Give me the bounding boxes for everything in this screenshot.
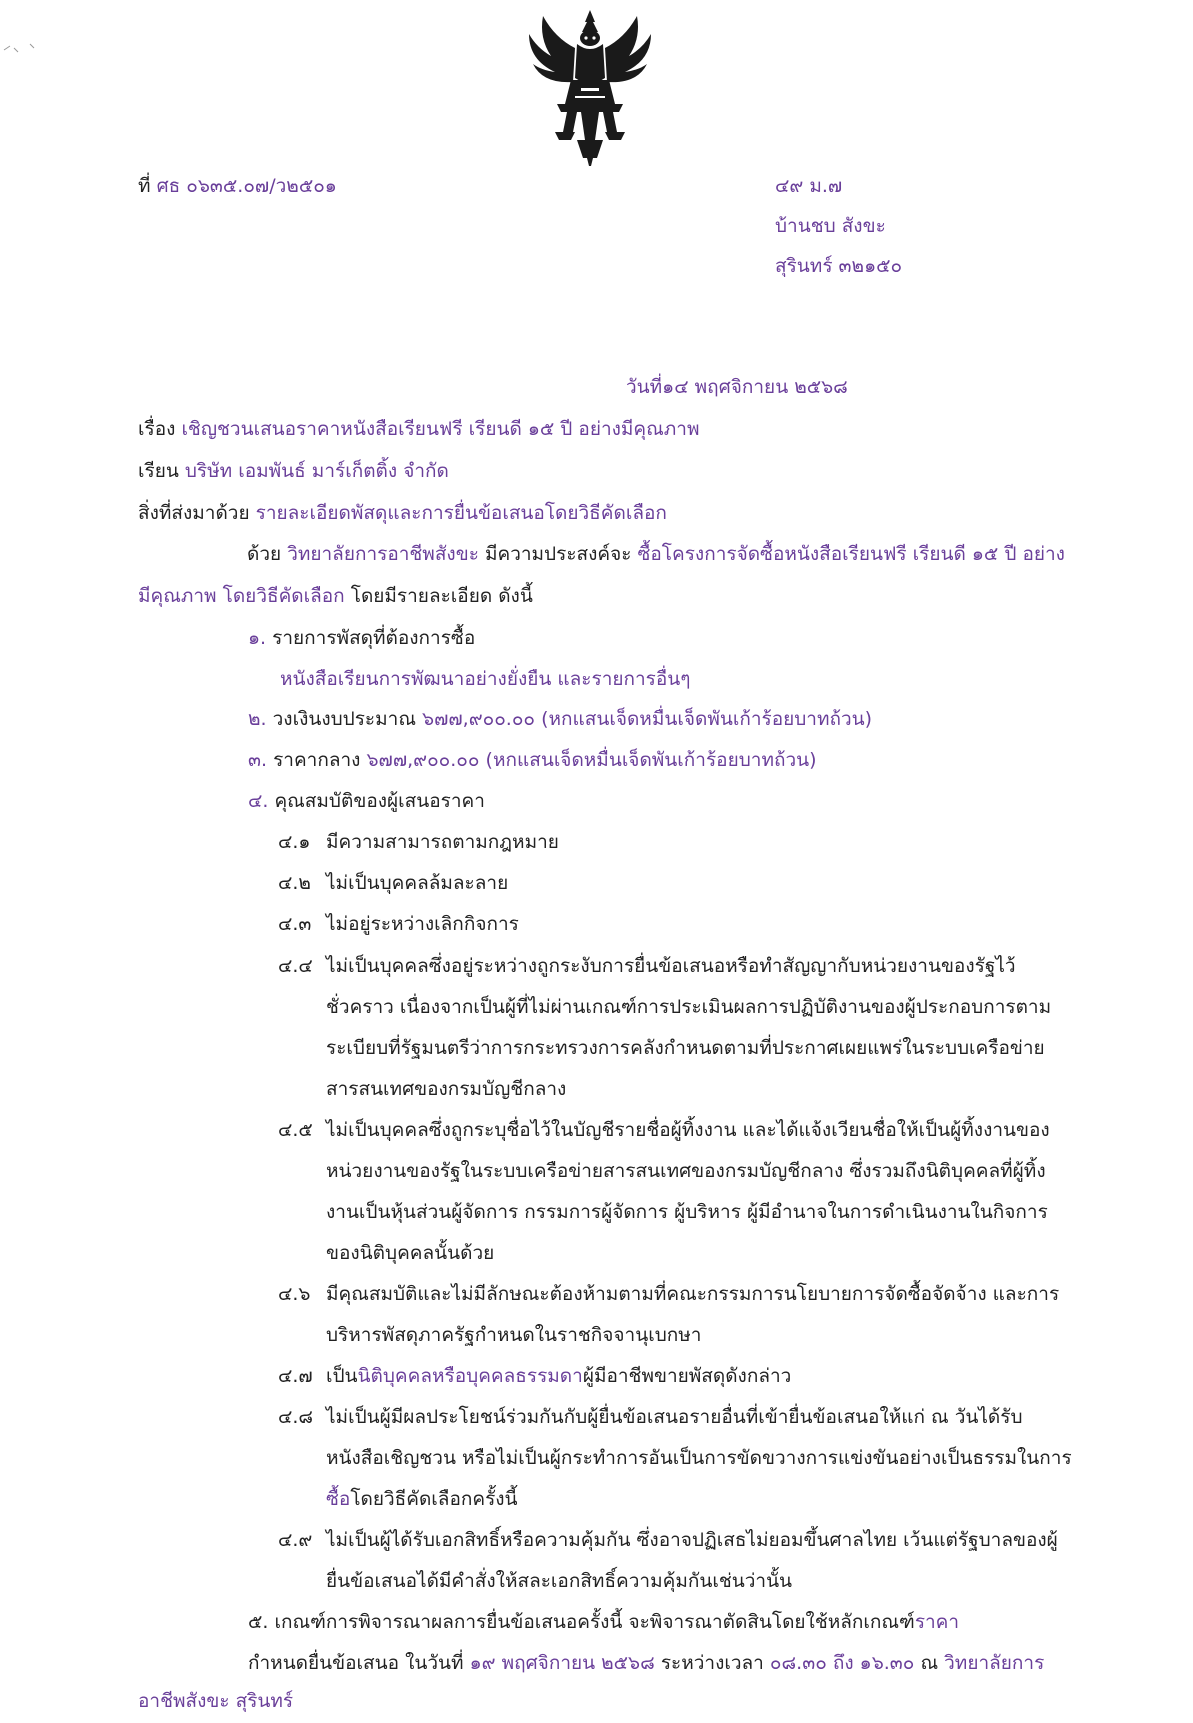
qualification-4-8-line-2: หนังสือเชิญชวน หรือไม่เป็นผู้กระทำการอันเป็นการขัดขวางการแข่งขันอย่างเป็นธรรมในการ [326, 1447, 1072, 1469]
qualification-4-8-line-3 [326, 1488, 518, 1511]
deadline-time: ๐๘.๓๐ ถึง ๑๖.๓๐ [769, 1652, 915, 1674]
qualification-4-6-line-2: บริหารพัสดุภาครัฐกำหนดในราชกิจจานุเบกษา [326, 1324, 702, 1346]
qualification-4-4-number: ๔.๔ [278, 955, 313, 977]
deadline-line-1 [248, 1652, 1044, 1675]
qualification-4-5-line-3: งานเป็นหุ้นส่วนผู้จัดการ กรรมการผู้จัดการ ผู้บริหาร ผู้มีอำนาจในการดำเนินงานในกิจการ [326, 1201, 1048, 1223]
qualification-4-8-buy: ซื้อ [326, 1488, 351, 1510]
qualification-4-9-number: ๔.๙ [278, 1529, 313, 1551]
item-3 [248, 749, 817, 772]
deadline-time-label: ระหว่างเวลา [660, 1652, 764, 1674]
item-3-value: ๖๗๗,๙๐๐.๐๐ (หกแสนเจ็ดหมื่นเจ็ดพันเก้าร้อยบาทถ้วน) [366, 749, 817, 771]
item-1 [248, 627, 475, 650]
intro-line-2 [138, 585, 533, 608]
scan-mark [0, 40, 60, 60]
document-number [138, 175, 337, 198]
qualification-4-4-line-4: สารสนเทศของกรมบัญชีกลาง [326, 1078, 567, 1100]
item-2 [248, 708, 872, 731]
item-2-label: วงเงินงบประมาณ [272, 708, 416, 730]
item-2-number: ๒. [248, 708, 267, 730]
deadline-date: ๑๙ พฤศจิกายน ๒๕๖๘ [469, 1652, 655, 1674]
intro-project-end: มีคุณภาพ [138, 585, 217, 607]
document-number-prefix: ที่ [138, 175, 151, 197]
intro-project: ซื้อโครงการจัดซื้อหนังสือเรียนฟรี เรียนดี ๑๕ ปี อย่าง [637, 543, 1065, 565]
qualification-4-4-line-1: ไม่เป็นบุคคลซึ่งอยู่ระหว่างถูกระงับการยื่นข้อเสนอหรือทำสัญญากับหน่วยงานของรัฐไว้ [326, 955, 1016, 977]
address-line-2: บ้านชบ สังขะ [775, 215, 886, 237]
qualification-4-8-method: โดยวิธีคัดเลือกครั้งนี้ [350, 1488, 518, 1510]
qualification-4-3-number: ๔.๓ [278, 913, 312, 935]
document-number-value: ศธ ๐๖๓๕.๐๗/ว๒๕๐๑ [156, 175, 337, 197]
enclosure-line [138, 502, 667, 525]
qualification-4-5-line-4: ของนิติบุคคลนั้นด้วย [326, 1242, 495, 1264]
item-4-label: คุณสมบัติของผู้เสนอราคา [274, 790, 485, 812]
qualification-4-9-line-2: ยื่นข้อเสนอได้มีคำสั่งให้สละเอกสิทธิ์ความคุ้มกันเช่นว่านั้น [326, 1570, 793, 1592]
intro-prefix: ด้วย [247, 543, 282, 565]
item-2-value: ๖๗๗,๙๐๐.๐๐ (หกแสนเจ็ดหมื่นเจ็ดพันเก้าร้อยบาทถ้วน) [422, 708, 873, 730]
qualification-4-3: ไม่อยู่ระหว่างเลิกกิจการ [326, 913, 519, 935]
qualification-4-8-number: ๔.๘ [278, 1406, 314, 1428]
subject-value: เชิญชวนเสนอราคาหนังสือเรียนฟรี เรียนดี ๑๕ ปี อย่างมีคุณภาพ [181, 418, 700, 440]
intro-line-1 [247, 543, 1065, 566]
recipient-line [138, 460, 449, 483]
qualification-4-2: ไม่เป็นบุคคลล้มละลาย [326, 872, 509, 894]
item-1-label: รายการพัสดุที่ต้องการซื้อ [272, 627, 476, 649]
item-4-number: ๔. [248, 790, 269, 812]
item-1-number: ๑. [248, 627, 267, 649]
item-3-label: ราคากลาง [273, 749, 361, 771]
deadline-place-2: อาชีพสังขะ สุรินทร์ [138, 1690, 294, 1712]
qualification-4-6-number: ๔.๖ [278, 1283, 311, 1305]
qualification-4-7-number: ๔.๗ [278, 1365, 313, 1387]
item-3-number: ๓. [248, 749, 268, 771]
intro-details-lead: โดยมีรายละเอียด ดังนี้ [350, 585, 533, 607]
criteria-line [248, 1611, 959, 1634]
qualification-4-6-line-1: มีคุณสมบัติและไม่มีลักษณะต้องห้ามตามที่คณะกรรมการนโยบายการจัดซื้อจัดจ้าง และการ [326, 1283, 1060, 1305]
qualification-4-5-line-1: ไม่เป็นบุคคลซึ่งถูกระบุชื่อไว้ในบัญชีรายชื่อผู้ทิ้งงาน และได้แจ้งเวียนชื่อให้เป็นผู้ทิ้งงานของ [326, 1119, 1050, 1141]
criteria-text: เกณฑ์การพิจารณาผลการยื่นข้อเสนอครั้งนี้ จะพิจารณาตัดสินโดยใช้หลักเกณฑ์ [274, 1611, 915, 1633]
deadline-label: กำหนดยื่นข้อเสนอ ในวันที่ [248, 1652, 464, 1674]
subject-line [138, 418, 699, 441]
item-1-detail: หนังสือเรียนการพัฒนาอย่างยั่งยืน และรายการอื่นๆ [280, 668, 691, 690]
recipient-label: เรียน [138, 460, 179, 482]
qualification-4-7-c: ผู้มีอาชีพขายพัสดุดังกล่าว [582, 1365, 792, 1387]
intro-method: โดยวิธีคัดเลือก [222, 585, 345, 607]
qualification-4-7-a: เป็น [326, 1365, 358, 1387]
qualification-4-4-line-3: ระเบียบที่รัฐมนตรีว่าการกระทรวงการคลังกำหนดตามที่ประกาศเผยแพร่ในระบบเครือข่าย [326, 1037, 1045, 1059]
qualification-4-8-line-1: ไม่เป็นผู้มีผลประโยชน์ร่วมกันกับผู้ยื่นข้อเสนอรายอื่นที่เข้ายื่นข้อเสนอให้แก่ ณ วันได้รับ [326, 1406, 1023, 1428]
qualification-4-7 [326, 1365, 791, 1388]
qualification-4-9-line-1: ไม่เป็นผู้ได้รับเอกสิทธิ์หรือความคุ้มกัน ซึ่งอาจปฏิเสธไม่ยอมขึ้นศาลไทย เว้นแต่รัฐบาลของผู้ [326, 1529, 1058, 1551]
qualification-4-5-number: ๔.๕ [278, 1119, 313, 1141]
subject-label: เรื่อง [138, 418, 176, 440]
intro-organization: วิทยาลัยการอาชีพสังขะ [287, 543, 479, 565]
qualification-4-1-number: ๔.๑ [278, 831, 311, 853]
qualification-4-1: มีความสามารถตามกฎหมาย [326, 831, 559, 853]
qualification-4-4-line-2: ชั่วคราว เนื่องจากเป็นผู้ที่ไม่ผ่านเกณฑ์การประเมินผลการปฏิบัติงานของผู้ประกอบการตาม [326, 996, 1052, 1018]
address-line-3: สุรินทร์ ๓๒๑๕๐ [775, 255, 903, 277]
deadline-at: ณ [920, 1652, 939, 1674]
qualification-4-5-line-2: หน่วยงานของรัฐในระบบเครือข่ายสารสนเทศของกรมบัญชีกลาง ซึ่งรวมถึงนิติบุคคลที่ผู้ทิ้ง [326, 1160, 1046, 1182]
recipient-value: บริษัท เอมพันธ์ มาร์เก็ตติ้ง จำกัด [184, 460, 449, 482]
enclosure-label: สิ่งที่ส่งมาด้วย [138, 502, 250, 524]
qualification-4-7-b: นิติบุคคลหรือบุคคลธรรมดา [357, 1365, 583, 1387]
item-4 [248, 790, 485, 813]
address-line-1: ๔๙ ม.๗ [775, 175, 843, 197]
document-date: วันที่๑๔ พฤศจิกายน ๒๕๖๘ [626, 376, 848, 398]
qualification-4-2-number: ๔.๒ [278, 872, 311, 894]
deadline-place-1: วิทยาลัยการ [944, 1652, 1045, 1674]
intro-purpose: มีความประสงค์จะ [484, 543, 632, 565]
garuda-emblem-icon [515, 8, 665, 168]
enclosure-value: รายละเอียดพัสดุและการยื่นข้อเสนอโดยวิธีคัดเลือก [255, 502, 667, 524]
criteria-value: ราคา [914, 1611, 960, 1633]
criteria-number: ๕. [248, 1611, 269, 1633]
